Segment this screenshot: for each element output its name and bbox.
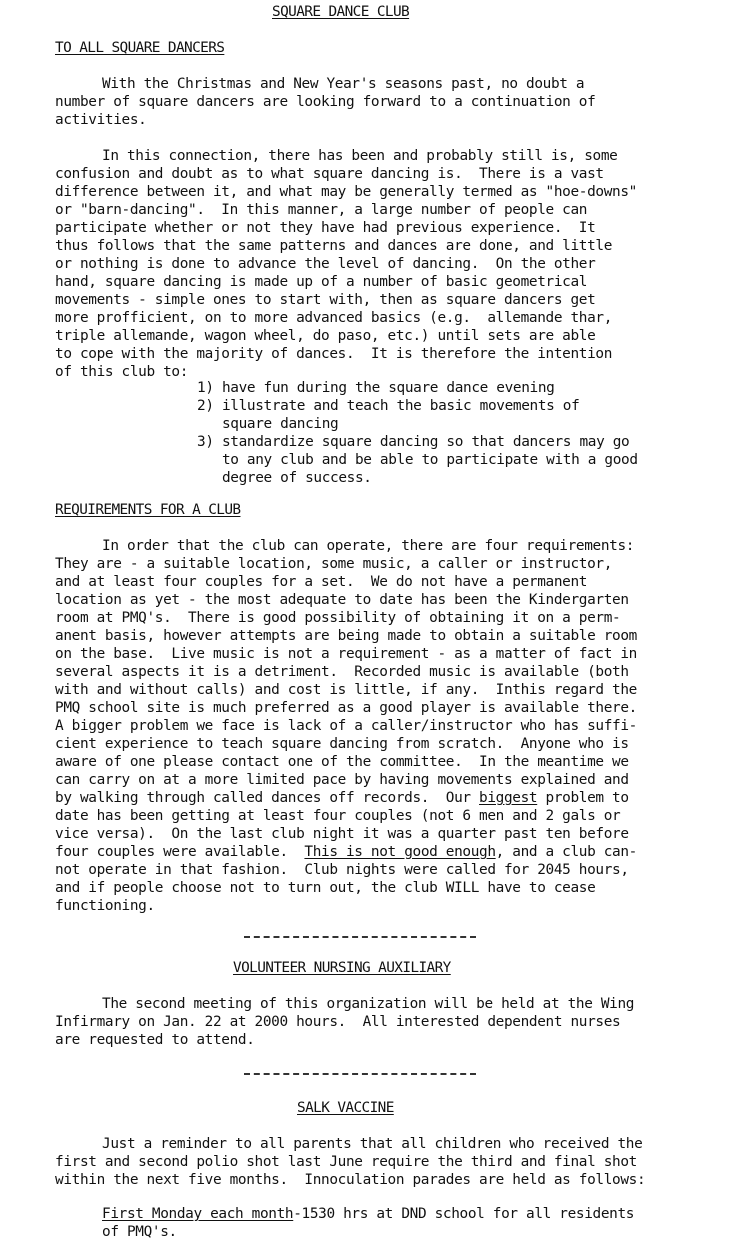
- schedule-line: [102, 1206, 634, 1224]
- paragraph-line: [55, 790, 629, 808]
- paragraph-line: hand, square dancing is made up of a number of basic geometrical: [55, 274, 588, 290]
- section-heading: REQUIREMENTS FOR A CLUB: [55, 502, 241, 518]
- list-item: degree of success.: [197, 470, 372, 486]
- paragraph-line: confusion and doubt as to what square dancing is. There is a vast: [55, 166, 604, 182]
- section-heading: TO ALL SQUARE DANCERS: [55, 40, 225, 56]
- paragraph-line: more profficient, on to more advanced basics (e.g. allemande thar,: [55, 310, 613, 326]
- paragraph-line: aware of one please contact one of the committee. In the meantime we: [55, 754, 629, 770]
- paragraph-line: difference between it, and what may be generally termed as "hoe-downs": [55, 184, 637, 200]
- divider: [244, 1073, 476, 1075]
- paragraph-line: several aspects it is a detriment. Recorded music is available (both: [55, 664, 629, 680]
- divider: [244, 936, 476, 938]
- paragraph-line: room at PMQ's. There is good possibility of obtaining it on a perm-: [55, 610, 621, 626]
- paragraph-line: to cope with the majority of dances. It is therefore the intention: [55, 346, 613, 362]
- text-run: four couples were available.: [55, 844, 305, 860]
- paragraph-line: first and second polio shot last June require the third and final shot: [55, 1154, 637, 1170]
- paragraph-line: With the Christmas and New Year's seasons past, no doubt a: [102, 76, 585, 92]
- paragraph-line: In this connection, there has been and probably still is, some: [102, 148, 618, 164]
- section-heading: VOLUNTEER NURSING AUXILIARY: [233, 960, 451, 976]
- paragraph-line: The second meeting of this organization will be held at the Wing: [102, 996, 635, 1012]
- paragraph-line: participate whether or not they have had previous experience. It: [55, 220, 596, 236]
- paragraph-line: are requested to attend.: [55, 1032, 255, 1048]
- emphasis-underlined: biggest: [479, 790, 538, 806]
- schedule-line: of PMQ's.: [102, 1224, 177, 1240]
- section-heading: SALK VACCINE: [297, 1100, 394, 1116]
- paragraph-line: on the base. Live music is not a requirement - as a matter of fact in: [55, 646, 637, 662]
- paragraph-line: triple allemande, wagon wheel, do paso, etc.) until sets are able: [55, 328, 596, 344]
- paragraph-line: and at least four couples for a set. We do not have a permanent: [55, 574, 588, 590]
- schedule-text: -1530 hrs at DND school for all residents: [293, 1206, 635, 1222]
- paragraph-line: [55, 844, 637, 862]
- paragraph-line: functioning.: [55, 898, 155, 914]
- paragraph-line: PMQ school site is much preferred as a good player is available there.: [55, 700, 637, 716]
- text-run: by walking through called dances off records. Our: [55, 790, 480, 806]
- section-title: SQUARE DANCE CLUB: [272, 4, 410, 20]
- paragraph-line: with and without calls) and cost is little, if any. Inthis regard the: [55, 682, 637, 698]
- paragraph-line: or nothing is done to advance the level of dancing. On the other: [55, 256, 596, 272]
- paragraph-line: and if people choose not to turn out, the club WILL have to cease: [55, 880, 596, 896]
- text-run: problem to: [537, 790, 629, 806]
- list-item: 2) illustrate and teach the basic movements of: [197, 398, 580, 414]
- paragraph-line: A bigger problem we face is lack of a caller/instructor who has suffi-: [55, 718, 637, 734]
- list-item: 1) have fun during the square dance evening: [197, 380, 555, 396]
- text-run: , and a club can-: [495, 844, 637, 860]
- paragraph-line: cient experience to teach square dancing from scratch. Anyone who is: [55, 736, 629, 752]
- paragraph-line: of this club to:: [55, 364, 189, 380]
- paragraph-line: can carry on at a more limited pace by having movements explained and: [55, 772, 629, 788]
- paragraph-line: not operate in that fashion. Club nights were called for 2045 hours,: [55, 862, 629, 878]
- paragraph-line: location as yet - the most adequate to date has been the Kindergarten: [55, 592, 629, 608]
- paragraph-line: or "barn-dancing". In this manner, a large number of people can: [55, 202, 588, 218]
- paragraph-line: activities.: [55, 112, 147, 128]
- schedule-label: First Monday each month: [102, 1206, 294, 1222]
- paragraph-line: thus follows that the same patterns and dances are done, and little: [55, 238, 613, 254]
- paragraph-line: vice versa). On the last club night it was a quarter past ten before: [55, 826, 629, 842]
- paragraph-line: In order that the club can operate, there are four requirements:: [102, 538, 635, 554]
- paragraph-line: number of square dancers are looking forward to a continuation of: [55, 94, 596, 110]
- paragraph-line: Just a reminder to all parents that all children who received the: [102, 1136, 643, 1152]
- paragraph-line: Infirmary on Jan. 22 at 2000 hours. All interested dependent nurses: [55, 1014, 621, 1030]
- list-item: 3) standardize square dancing so that dancers may go: [197, 434, 630, 450]
- list-item: to any club and be able to participate with a good: [197, 452, 638, 468]
- paragraph-line: anent basis, however attempts are being made to obtain a suitable room: [55, 628, 637, 644]
- emphasis-underlined: This is not good enough: [304, 844, 496, 860]
- paragraph-line: movements - simple ones to start with, then as square dancers get: [55, 292, 596, 308]
- paragraph-line: date has been getting at least four couples (not 6 men and 2 gals or: [55, 808, 621, 824]
- paragraph-line: They are - a suitable location, some music, a caller or instructor,: [55, 556, 613, 572]
- paragraph-line: within the next five months. Innoculation parades are held as follows:: [55, 1172, 646, 1188]
- list-item: square dancing: [197, 416, 339, 432]
